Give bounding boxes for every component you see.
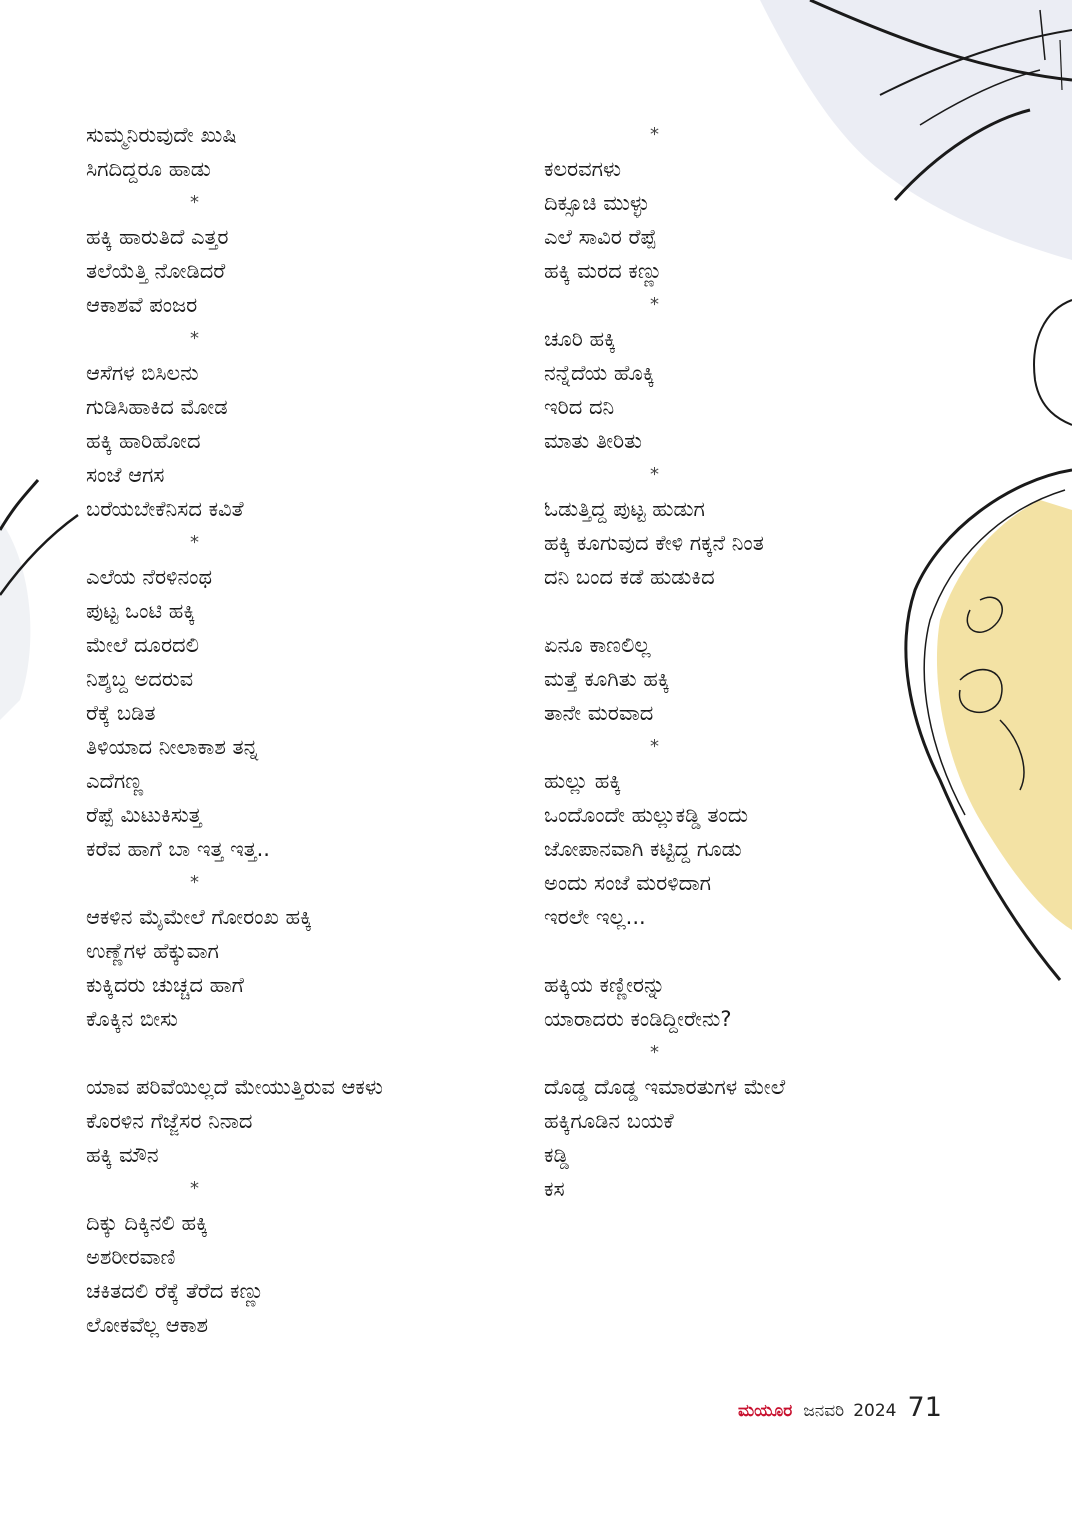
magazine-brand: ಮಯೂರ	[738, 1401, 793, 1421]
poem-line: ಓಡುತ್ತಿದ್ದ ಪುಟ್ಟ ಹುಡುಗ	[544, 497, 705, 521]
poem-line: ಆಕಳಿನ ಮೈಮೇಲೆ ಗೋರಂಖ ಹಕ್ಕಿ	[86, 905, 312, 929]
poem-line: ಉಣ್ಣೆಗಳ ಹೆಕ್ಕುವಾಗ	[86, 939, 219, 963]
poem-line: ಬರೆಯಬೇಕೆನಿಸದ ಕವಿತೆ	[86, 497, 244, 521]
poem-line: ತಾನೇ ಮರವಾದ	[544, 701, 654, 725]
poem-line: ಎಲೆಯ ನೆರಳಿನಂಥ	[86, 565, 213, 589]
poem-line: ದಿಕ್ಸೂಚಿ ಮುಳ್ಳು	[544, 191, 650, 215]
poem-line: ಹುಲ್ಲು ಹಕ್ಕಿ	[544, 769, 622, 793]
section-separator: *	[650, 1042, 659, 1063]
stanza-break	[544, 934, 984, 968]
poem-line: ಮೇಲೆ ದೂರದಲಿ	[86, 633, 199, 657]
section-separator: *	[190, 328, 199, 349]
poem-line: ಹಕ್ಕಿ ಮರದ ಕಣ್ಣು	[544, 259, 663, 283]
poem-line: ಇರಿದ ದನಿ	[544, 395, 615, 419]
section-separator: *	[650, 124, 659, 145]
poem-line: ಕುಕ್ಕಿದರು ಚುಚ್ಚದ ಹಾಗೆ	[86, 973, 244, 997]
poem-line: ಕರೆವ ಹಾಗೆ ಬಾ ಇತ್ತ ಇತ್ತ..	[86, 837, 270, 861]
poem-line: ಇರಲೇ ಇಲ್ಲ...	[544, 905, 646, 929]
page-number: 71	[907, 1392, 942, 1423]
poem-line: ಎಲೆ ಸಾವಿರ ರೆಪ್ಪೆ	[544, 225, 657, 249]
section-separator: *	[190, 872, 199, 893]
poem-line: ಏನೂ ಕಾಣಲಿಲ್ಲ	[544, 633, 651, 657]
poem-line: ಕೊಕ್ಕಿನ ಬೀಸು	[86, 1007, 178, 1031]
issue-year: 2024	[853, 1401, 897, 1421]
page-footer	[738, 1392, 942, 1423]
poem-line: ನನ್ನೆದೆಯ ಹೊಕ್ಕಿ	[544, 361, 655, 385]
poem-line: ಹಕ್ಕಿಯ ಕಣ್ಣೀರನ್ನು	[544, 973, 666, 997]
poem-line: ಮತ್ತೆ ಕೂಗಿತು ಹಕ್ಕಿ	[544, 667, 670, 691]
poem-line: ಮಾತು ತೀರಿತು	[544, 429, 642, 453]
stanza-break	[86, 1036, 526, 1070]
poem-column-left	[86, 118, 526, 1342]
section-separator: *	[650, 294, 659, 315]
stanza-break	[544, 594, 984, 628]
poem-line: ಅಂದು ಸಂಜೆ ಮರಳಿದಾಗ	[544, 871, 712, 895]
poem-line: ರೆಪ್ಪೆ ಮಿಟುಕಿಸುತ್ತ	[86, 803, 202, 827]
poem-line: ಕಲರವಗಳು	[544, 157, 622, 181]
poem-line: ದಿಕ್ಕು ದಿಕ್ಕಿನಲಿ ಹಕ್ಕಿ	[86, 1211, 208, 1235]
poem-line: ಜೋಪಾನವಾಗಿ ಕಟ್ಟಿದ್ದ ಗೂಡು	[544, 837, 742, 861]
section-separator: *	[190, 532, 199, 553]
poem-line: ಪುಟ್ಟ ಒಂಟಿ ಹಕ್ಕಿ	[86, 599, 196, 623]
section-separator: *	[650, 464, 659, 485]
poem-line: ಒಂದೊಂದೇ ಹುಲ್ಲುಕಡ್ಡಿ ತಂದು	[544, 803, 749, 827]
poem-line: ನಿಶ್ಶಬ್ದ ಅದರುವ	[86, 667, 194, 691]
poem-line: ಅಶರೀರವಾಣಿ	[86, 1245, 176, 1269]
poem-line: ಗುಡಿಸಿಹಾಕಿದ ಮೋಡ	[86, 395, 228, 419]
poem-line: ಹಕ್ಕಿ ಕೂಗುವುದ ಕೇಳಿ ಗಕ್ಕನೆ ನಿಂತ	[544, 531, 764, 555]
poem-line: ಸುಮ್ಮನಿರುವುದೇ ಖುಷಿ	[86, 123, 237, 147]
section-separator: *	[190, 1178, 199, 1199]
section-separator: *	[190, 192, 199, 213]
poem-line: ಎದೆಗಣ್ಣ	[86, 769, 144, 793]
poem-line: ಚಕಿತದಲಿ ರೆಕ್ಕೆ ತೆರೆದ ಕಣ್ಣು	[86, 1279, 264, 1303]
poem-line: ಸಿಗದಿದ್ದರೂ ಹಾಡು	[86, 157, 211, 181]
poem-line: ದನಿ ಬಂದ ಕಡೆ ಹುಡುಕಿದ	[544, 565, 715, 589]
poem-line: ಆಸೆಗಳ ಬಿಸಿಲನು	[86, 361, 199, 385]
poem-line: ಹಕ್ಕಿ ಮೌನ	[86, 1143, 159, 1167]
poem-line: ಯಾವ ಪರಿವೆಯಿಲ್ಲದೆ ಮೇಯುತ್ತಿರುವ ಆಕಳು	[86, 1075, 383, 1099]
watercolor-wash-left	[0, 520, 30, 720]
poem-line: ಚೂರಿ ಹಕ್ಕಿ	[544, 327, 616, 351]
poem-line: ಹಕ್ಕಿಗೂಡಿನ ಬಯಕೆ	[544, 1109, 674, 1133]
poem-line: ಸಂಜೆ ಆಗಸ	[86, 463, 165, 487]
poem-line: ಆಕಾಶವೆ ಪಂಜರ	[86, 293, 198, 317]
issue-month: ಜನವರಿ	[803, 1401, 845, 1421]
poem-line: ಲೋಕವೆಲ್ಲ ಆಕಾಶ	[86, 1313, 209, 1337]
poem-line: ಯಾರಾದರು ಕಂಡಿದ್ದೀರೇನು?	[544, 1007, 732, 1031]
poem-line: ಹಕ್ಕಿ ಹಾರುತಿದೆ ಎತ್ತರ	[86, 225, 229, 249]
poem-line: ಕಸ	[544, 1177, 565, 1201]
poem-line: ಹಕ್ಕಿ ಹಾರಿಹೋದ	[86, 429, 201, 453]
poem-line: ತಲೆಯೆತ್ತಿ ನೋಡಿದರೆ	[86, 259, 226, 283]
figure-outline	[1034, 300, 1072, 425]
poem-column-right	[544, 118, 984, 1206]
brush-stroke	[0, 480, 38, 530]
poem-line: ದೊಡ್ಡ ದೊಡ್ಡ ಇಮಾರತುಗಳ ಮೇಲೆ	[544, 1075, 786, 1099]
poem-line: ಕಡ್ಡಿ	[544, 1143, 570, 1167]
poem-line: ಕೊರಳಿನ ಗೆಜ್ಜೆಸರ ನಿನಾದ	[86, 1109, 253, 1133]
poem-line: ತಿಳಿಯಾದ ನೀಲಾಕಾಶ ತನ್ನ	[86, 735, 259, 759]
section-separator: *	[650, 736, 659, 757]
poem-line: ರೆಕ್ಕೆ ಬಡಿತ	[86, 701, 156, 725]
